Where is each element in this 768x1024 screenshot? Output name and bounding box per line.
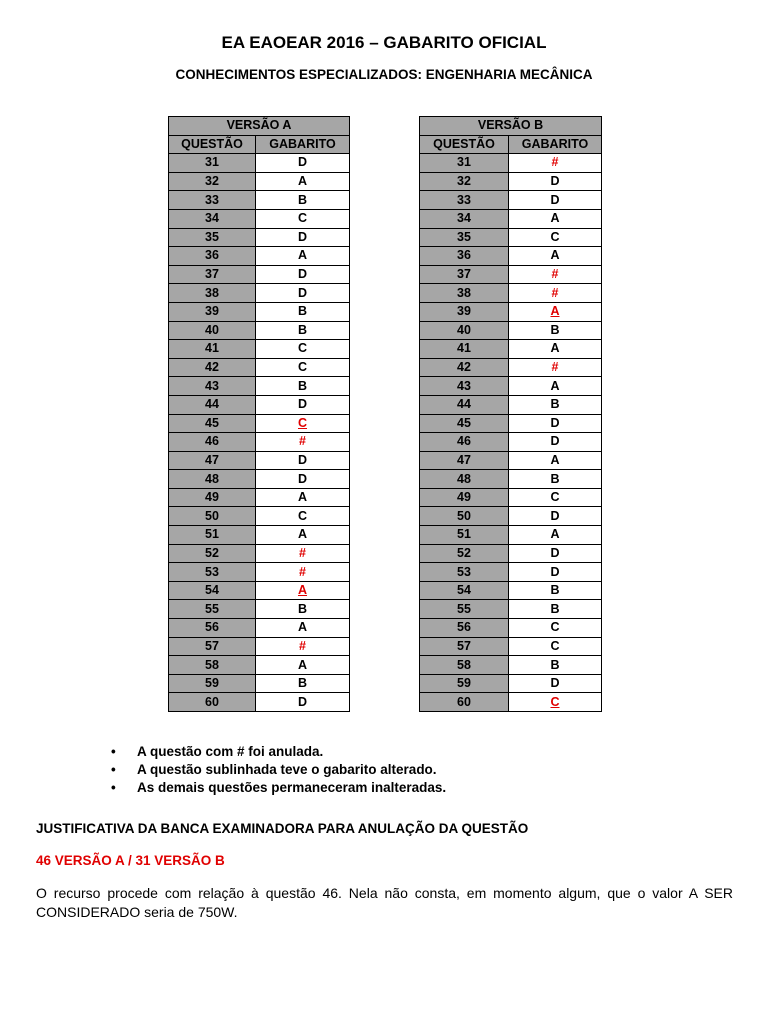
question-number: 43 xyxy=(420,377,509,396)
question-number: 57 xyxy=(420,637,509,656)
table-row xyxy=(169,265,350,284)
answer: D xyxy=(509,191,602,210)
answer: B xyxy=(256,191,350,210)
table-row xyxy=(169,395,350,414)
question-number: 41 xyxy=(169,340,256,359)
question-number: 36 xyxy=(420,247,509,266)
question-number: 55 xyxy=(420,600,509,619)
table-row xyxy=(420,451,602,470)
note-changed xyxy=(111,761,446,779)
table-row xyxy=(420,581,602,600)
annulled-answer: # xyxy=(509,358,602,377)
table-row xyxy=(169,191,350,210)
question-number: 52 xyxy=(420,544,509,563)
question-number: 53 xyxy=(420,563,509,582)
page-title: EA EAOEAR 2016 – GABARITO OFICIAL xyxy=(221,33,547,52)
table-row xyxy=(169,414,350,433)
changed-answer: C xyxy=(509,693,602,712)
table-row xyxy=(420,544,602,563)
question-number: 44 xyxy=(420,395,509,414)
table-row xyxy=(169,581,350,600)
table-row xyxy=(420,247,602,266)
answer: A xyxy=(509,209,602,228)
answer: C xyxy=(256,340,350,359)
table-row xyxy=(169,340,350,359)
answer-key-table-version-b xyxy=(419,116,602,712)
annulled-answer: # xyxy=(256,433,350,452)
answer: A xyxy=(509,526,602,545)
question-number: 56 xyxy=(169,619,256,638)
table-row xyxy=(420,507,602,526)
table-row xyxy=(420,172,602,191)
table-row xyxy=(420,637,602,656)
table-row xyxy=(420,693,602,712)
table-row xyxy=(169,209,350,228)
answer: D xyxy=(509,414,602,433)
answer: C xyxy=(509,619,602,638)
answer: D xyxy=(509,563,602,582)
changed-answer: A xyxy=(509,302,602,321)
annulled-answer: # xyxy=(509,284,602,303)
question-number: 34 xyxy=(169,209,256,228)
answer: B xyxy=(509,395,602,414)
question-number: 56 xyxy=(420,619,509,638)
table-row xyxy=(420,302,602,321)
table-row xyxy=(169,284,350,303)
table-row xyxy=(169,321,350,340)
question-number: 49 xyxy=(169,488,256,507)
table-row xyxy=(420,656,602,675)
answer: D xyxy=(256,265,350,284)
question-number: 51 xyxy=(420,526,509,545)
answer: C xyxy=(256,358,350,377)
answer: D xyxy=(509,433,602,452)
question-number: 48 xyxy=(169,470,256,489)
question-number: 60 xyxy=(169,693,256,712)
annulled-answer: # xyxy=(256,563,350,582)
table-row xyxy=(169,228,350,247)
answer: D xyxy=(509,544,602,563)
question-number: 55 xyxy=(169,600,256,619)
question-number: 34 xyxy=(420,209,509,228)
answer: D xyxy=(509,507,602,526)
question-number: 42 xyxy=(420,358,509,377)
question-number: 42 xyxy=(169,358,256,377)
answer: A xyxy=(256,488,350,507)
table-row xyxy=(420,414,602,433)
answer: C xyxy=(509,637,602,656)
changed-answer: C xyxy=(256,414,350,433)
answer: A xyxy=(509,451,602,470)
answer: B xyxy=(256,377,350,396)
answer: B xyxy=(509,470,602,489)
answer: B xyxy=(256,321,350,340)
table-row xyxy=(169,488,350,507)
question-number: 49 xyxy=(420,488,509,507)
table-row xyxy=(420,209,602,228)
answer-rows xyxy=(169,154,350,712)
question-number: 39 xyxy=(169,302,256,321)
answer: C xyxy=(256,507,350,526)
question-number: 59 xyxy=(420,674,509,693)
changed-answer: A xyxy=(256,581,350,600)
note-text: As demais questões permaneceram inalteradas. xyxy=(137,780,447,795)
answer: A xyxy=(509,377,602,396)
question-number: 60 xyxy=(420,693,509,712)
answer: A xyxy=(256,656,350,675)
question-number: 32 xyxy=(420,172,509,191)
answer: D xyxy=(256,395,350,414)
question-number: 38 xyxy=(420,284,509,303)
table-row xyxy=(169,358,350,377)
table-row xyxy=(420,600,602,619)
answer: B xyxy=(256,302,350,321)
table-row xyxy=(169,693,350,712)
table-row xyxy=(169,544,350,563)
table-row xyxy=(169,507,350,526)
annulled-answer: # xyxy=(509,154,602,173)
question-number: 40 xyxy=(169,321,256,340)
answer: C xyxy=(509,228,602,247)
table-row xyxy=(169,526,350,545)
question-number: 37 xyxy=(420,265,509,284)
justification-text: O recurso procede com relação à questão 46. Nela não consta, em momento algum, que o valor A SER CONSIDERADO seria de 750W. xyxy=(36,885,733,920)
table-row xyxy=(420,377,602,396)
answer: D xyxy=(509,674,602,693)
table-row xyxy=(420,488,602,507)
question-number: 41 xyxy=(420,340,509,359)
table-row xyxy=(169,470,350,489)
question-number: 39 xyxy=(420,302,509,321)
version-header: VERSÃO B xyxy=(420,117,602,136)
question-number: 50 xyxy=(169,507,256,526)
note-annulled xyxy=(111,743,446,761)
answer: D xyxy=(256,693,350,712)
page-subtitle: CONHECIMENTOS ESPECIALIZADOS: ENGENHARIA MECÂNICA xyxy=(175,67,593,82)
answer: A xyxy=(509,247,602,266)
question-number: 31 xyxy=(420,154,509,173)
version-header: VERSÃO A xyxy=(169,117,350,136)
question-column-header: QUESTÃO xyxy=(169,135,256,154)
table-row xyxy=(169,154,350,173)
annulled-answer: # xyxy=(256,637,350,656)
table-row xyxy=(420,284,602,303)
answer: B xyxy=(509,600,602,619)
table-row xyxy=(420,265,602,284)
question-number: 46 xyxy=(169,433,256,452)
answer: A xyxy=(256,526,350,545)
table-row xyxy=(420,470,602,489)
bullet-icon: • xyxy=(111,744,116,759)
table-row xyxy=(420,433,602,452)
question-number: 47 xyxy=(169,451,256,470)
table-row xyxy=(169,563,350,582)
answer: B xyxy=(509,656,602,675)
justification-heading: JUSTIFICATIVA DA BANCA EXAMINADORA PARA ANULAÇÃO DA QUESTÃO xyxy=(36,821,529,836)
table-row xyxy=(169,656,350,675)
justification-question-ref: 46 VERSÃO A / 31 VERSÃO B xyxy=(36,853,225,868)
question-number: 48 xyxy=(420,470,509,489)
question-number: 54 xyxy=(420,581,509,600)
answer: B xyxy=(256,674,350,693)
question-number: 45 xyxy=(420,414,509,433)
answer: A xyxy=(256,619,350,638)
table-row xyxy=(420,340,602,359)
table-row xyxy=(169,637,350,656)
answer: C xyxy=(256,209,350,228)
table-row xyxy=(169,172,350,191)
table-row xyxy=(420,321,602,340)
answer: D xyxy=(256,470,350,489)
answer-rows xyxy=(420,154,602,712)
answer: B xyxy=(256,600,350,619)
legend-notes xyxy=(111,743,446,797)
question-number: 36 xyxy=(169,247,256,266)
table-row xyxy=(420,191,602,210)
answer-column-header: GABARITO xyxy=(509,135,602,154)
answer: A xyxy=(256,247,350,266)
table-row xyxy=(169,377,350,396)
table-row xyxy=(169,674,350,693)
question-number: 54 xyxy=(169,581,256,600)
table-row xyxy=(169,247,350,266)
question-number: 45 xyxy=(169,414,256,433)
question-number: 40 xyxy=(420,321,509,340)
answer: A xyxy=(509,340,602,359)
answer: A xyxy=(256,172,350,191)
table-row xyxy=(420,395,602,414)
table-row xyxy=(169,619,350,638)
note-text: A questão sublinhada teve o gabarito alterado. xyxy=(137,762,437,777)
question-number: 58 xyxy=(420,656,509,675)
answer: D xyxy=(509,172,602,191)
question-number: 58 xyxy=(169,656,256,675)
answer: D xyxy=(256,154,350,173)
question-number: 35 xyxy=(420,228,509,247)
question-number: 47 xyxy=(420,451,509,470)
table-row xyxy=(420,526,602,545)
question-number: 31 xyxy=(169,154,256,173)
question-number: 59 xyxy=(169,674,256,693)
table-row xyxy=(420,563,602,582)
answer: C xyxy=(509,488,602,507)
question-number: 33 xyxy=(169,191,256,210)
question-number: 50 xyxy=(420,507,509,526)
bullet-icon: • xyxy=(111,762,116,777)
question-number: 35 xyxy=(169,228,256,247)
table-row xyxy=(169,302,350,321)
table-row xyxy=(169,600,350,619)
question-number: 51 xyxy=(169,526,256,545)
question-number: 44 xyxy=(169,395,256,414)
table-row xyxy=(169,433,350,452)
table-row xyxy=(420,154,602,173)
annulled-answer: # xyxy=(256,544,350,563)
note-unchanged xyxy=(111,779,446,797)
question-number: 53 xyxy=(169,563,256,582)
question-number: 33 xyxy=(420,191,509,210)
answer: B xyxy=(509,581,602,600)
table-row xyxy=(420,228,602,247)
question-number: 52 xyxy=(169,544,256,563)
answer: D xyxy=(256,451,350,470)
note-text: A questão com # foi anulada. xyxy=(137,744,324,759)
table-row xyxy=(420,674,602,693)
question-number: 46 xyxy=(420,433,509,452)
bullet-icon: • xyxy=(111,780,116,795)
question-number: 43 xyxy=(169,377,256,396)
annulled-answer: # xyxy=(509,265,602,284)
answer-column-header: GABARITO xyxy=(256,135,350,154)
table-row xyxy=(169,451,350,470)
table-row xyxy=(420,358,602,377)
table-row xyxy=(420,619,602,638)
question-number: 37 xyxy=(169,265,256,284)
answer-key-table-version-a xyxy=(168,116,350,712)
answer: D xyxy=(256,228,350,247)
answer: B xyxy=(509,321,602,340)
question-column-header: QUESTÃO xyxy=(420,135,509,154)
question-number: 57 xyxy=(169,637,256,656)
answer: D xyxy=(256,284,350,303)
question-number: 38 xyxy=(169,284,256,303)
question-number: 32 xyxy=(169,172,256,191)
